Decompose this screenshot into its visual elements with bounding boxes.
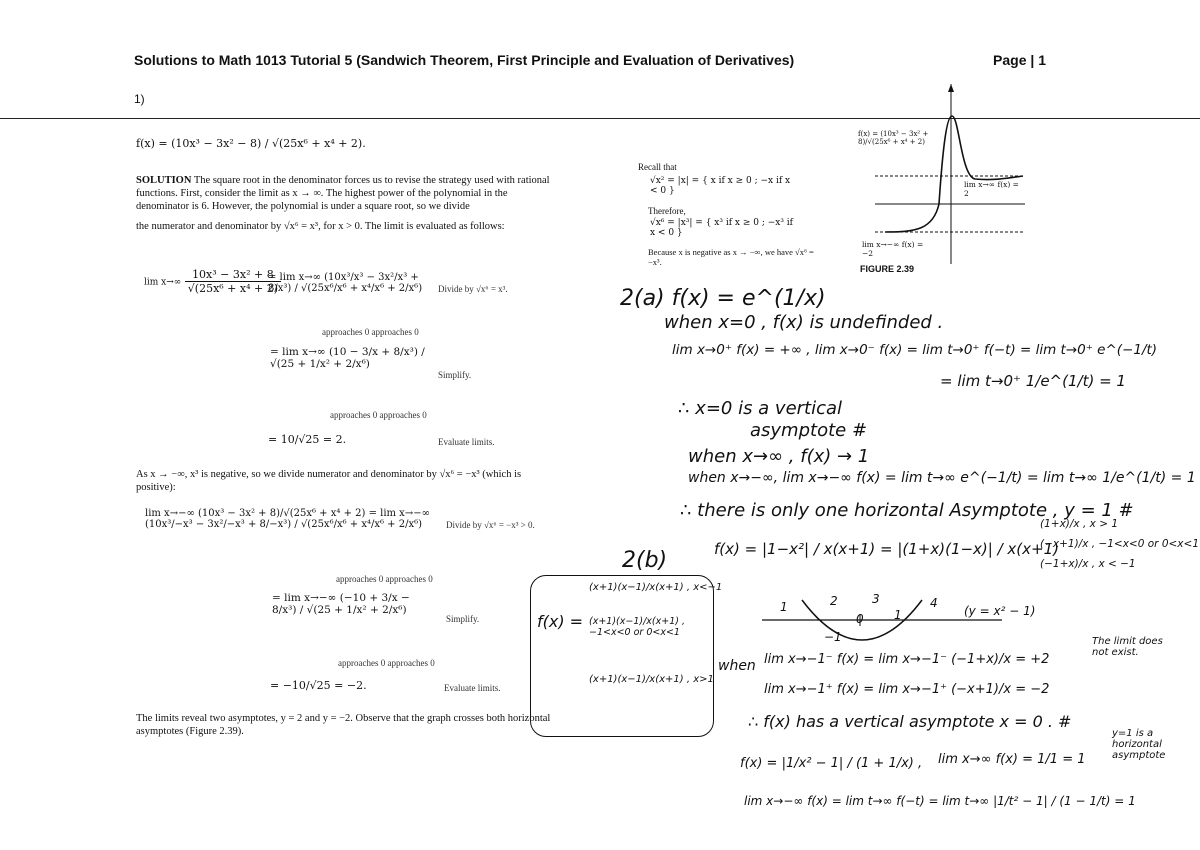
q2b-box-case-2: (x+1)(x−1)/x(x+1) , −1<x<0 or 0<x<1 — [589, 616, 685, 638]
q2a-line-5: asymptote # — [750, 420, 868, 441]
q2b-parabola-label: (y = x² − 1) — [964, 604, 1036, 618]
q2a-line-3: = lim t→0⁺ 1/e^(1/t) = 1 — [940, 372, 1126, 390]
q2b-piecewise-box — [530, 575, 723, 737]
q2a-line-6: when x→∞ , f(x) → 1 — [688, 446, 870, 467]
q2b-limit-1: lim x→−1⁻ f(x) = lim x→−1⁻ (−1+x)/x = +2 — [764, 652, 1050, 667]
q2a-line-4: ∴ x=0 is a vertical — [678, 398, 843, 419]
step1-rhs: = lim x→∞ (10x³/x³ − 3x²/x³ + 8/x³) / √(25x⁶/x⁶ + x⁴/x⁶ + 2/x⁶) — [268, 272, 423, 294]
function-definition: f(x) = (10x³ − 3x² − 8) / √(25x⁶ + x⁴ + 2). — [136, 137, 366, 150]
q2b-title: 2(b) — [622, 548, 668, 573]
step1-note: Divide by √x⁶ = x³. — [438, 284, 508, 294]
q2b-region-1: 1 — [780, 600, 788, 614]
document-title: Solutions to Math 1013 Tutorial 5 (Sandwich Theorem, First Principle and Evaluation of Derivatives) — [134, 52, 795, 68]
recall-label: Recall that — [638, 162, 677, 172]
q2b-cases-right — [1040, 518, 1198, 570]
q2a-line-8: ∴ there is only one horizontal Asymptote , y = 1 # — [680, 500, 1134, 521]
neg-step2: = lim x→−∞ (−10 + 3/x − 8/x³) / √(25 + 1/x² + 2/x⁶) — [272, 592, 410, 616]
therefore-label: Therefore, — [648, 206, 686, 216]
neg-step3: = −10/√25 = −2. — [270, 679, 367, 692]
solution-text: The square root in the denominator forces us to revise the strategy used with rational functions. First, consider the limit as x → ∞. The highest power of the polynomial in the denominator is 6. However, the polynomial is under a square root, so we divide — [136, 175, 550, 212]
approaches-note-1: approaches 0 approaches 0 — [322, 327, 419, 337]
page-header — [134, 52, 1054, 68]
figure-limit-negative: lim x→−∞ f(x) = −2 — [862, 240, 924, 258]
lim-prefix: lim x→∞ — [144, 277, 182, 288]
approaches-note-3: approaches 0 approaches 0 — [336, 574, 433, 584]
conclusion: The limits reveal two asymptotes, y = 2 and y = −2. Observe that the graph crosses both horizontal asymptotes (Figure 2.39). — [136, 713, 551, 737]
y-axis-arrow-icon — [948, 84, 954, 92]
q2b-tick-pos1: 1 — [894, 608, 902, 622]
q2a-title: 2(a) f(x) = e^(1/x) — [620, 286, 826, 311]
q2a-line-2: lim x→0⁺ f(x) = +∞ , lim x→0⁻ f(x) = lim t→0⁺ f(−t) = lim t→0⁺ e^(−1/t) — [672, 342, 1158, 358]
negative-paragraph: As x → −∞, x³ is negative, so we divide numerator and denominator by √x⁶ = −x³ (which is positive): — [136, 469, 522, 493]
recall-cube: √x⁶ = |x³| = { x³ if x ≥ 0 ; −x³ if x < 0 } — [650, 218, 794, 238]
step3: = 10/√25 = 2. — [268, 433, 347, 446]
solution-paragraph — [136, 174, 561, 213]
q2b-box-case-3: (x+1)(x−1)/x(x+1) , x>1 — [589, 674, 714, 685]
q2b-rewrite: f(x) = |1/x² − 1| / (1 + 1/x) , — [740, 756, 923, 771]
q2a-line-7: when x→−∞, lim x→−∞ f(x) = lim t→∞ e^(−1/t) = lim t→∞ 1/e^(1/t) = 1 — [688, 470, 1196, 486]
lim-numerator: 10x³ − 3x² + 8 — [185, 268, 281, 282]
neg-step3-note: Evaluate limits. — [444, 683, 501, 693]
q2b-tick-neg1: −1 — [824, 630, 842, 644]
q2b-box-f: f(x) = — [537, 612, 584, 631]
q2b-case-3: (−1+x)/x , x < −1 — [1040, 558, 1136, 570]
neg-limit: lim x→−∞ (10x³ − 3x² + 8)/√(25x⁶ + x⁴ + 2) = lim x→−∞ (10x³/−x³ − 3x²/−x³ + 8/−x³) / √(25x⁶/x⁶ + x⁴/x⁶ + 2/x⁶) — [145, 508, 430, 530]
q2b-case-2: (−x+1)/x , −1<x<0 or 0<x<1 — [1040, 538, 1200, 550]
figure-label: FIGURE 2.39 — [860, 264, 915, 274]
lim-denominator: √(25x⁶ + x⁴ + 2) — [187, 282, 278, 295]
q2b-lim-neg-inf: lim x→−∞ f(x) = lim t→∞ f(−t) = lim t→∞ |1/t² − 1| / (1 − 1/t) = 1 — [744, 794, 1136, 808]
solution-paragraph-2: the numerator and denominator by √x⁶ = x³, for x > 0. The limit is evaluated as follows: — [136, 221, 505, 232]
q2b-vertical: ∴ f(x) has a vertical asymptote x = 0 . # — [748, 712, 1072, 731]
step2: = lim x→∞ (10 − 3/x + 8/x³) / √(25 + 1/x² + 2/x⁶) — [270, 346, 425, 370]
q2b-case-1: (1+x)/x , x > 1 — [1040, 518, 1119, 530]
limit-lhs — [144, 268, 281, 295]
approaches-note-4: approaches 0 approaches 0 — [338, 658, 435, 668]
q2b-horizontal-note: y=1 is a horizontal asymptote — [1112, 728, 1166, 761]
q2b-dne-note: The limit does not exist. — [1092, 636, 1163, 658]
q2b-region-4: 4 — [930, 596, 938, 610]
q2b-box-case-1: (x+1)(x−1)/x(x+1) , x<−1 — [589, 582, 723, 593]
q2b-tick-zero: 0 — [856, 612, 864, 626]
q2b-limit-2: lim x→−1⁺ f(x) = lim x→−1⁺ (−x+1)/x = −2 — [764, 682, 1050, 697]
neg-step2-note: Simplify. — [446, 614, 480, 624]
page-number: Page | 1 — [993, 52, 1046, 68]
because-text: Because x is negative as x → −∞, we have √x⁶ = −x³. — [648, 247, 814, 267]
figure-function-label: f(x) = (10x³ − 3x² + 8)/√(25x⁶ + x⁴ + 2) — [858, 130, 929, 146]
recall-abs: √x² = |x| = { x if x ≥ 0 ; −x if x < 0 } — [650, 176, 791, 196]
q2b-region-2: 2 — [830, 594, 838, 608]
q2b-when: when — [718, 658, 756, 674]
solution-label: SOLUTION — [136, 175, 192, 186]
q2b-parabola-sketch — [762, 594, 1012, 654]
q2b-function: f(x) = |1−x²| / x(x+1) = |(1+x)(1−x)| / x(x+1) — [714, 540, 1059, 558]
function-curve — [885, 116, 1023, 232]
question-number: 1) — [134, 92, 145, 106]
approaches-note-2: approaches 0 approaches 0 — [330, 410, 427, 420]
q2b-region-3: 3 — [872, 592, 880, 606]
q2a-line-1: when x=0 , f(x) is undefinded . — [664, 312, 944, 333]
q2b-lim-inf: lim x→∞ f(x) = 1/1 = 1 — [938, 752, 1086, 767]
figure-2-39-graph — [855, 84, 1025, 264]
step3-note: Evaluate limits. — [438, 437, 495, 447]
step2-note: Simplify. — [438, 370, 472, 380]
neg-note: Divide by √x⁶ = −x³ > 0. — [446, 520, 535, 530]
figure-limit-positive: lim x→∞ f(x) = 2 — [964, 180, 1019, 198]
